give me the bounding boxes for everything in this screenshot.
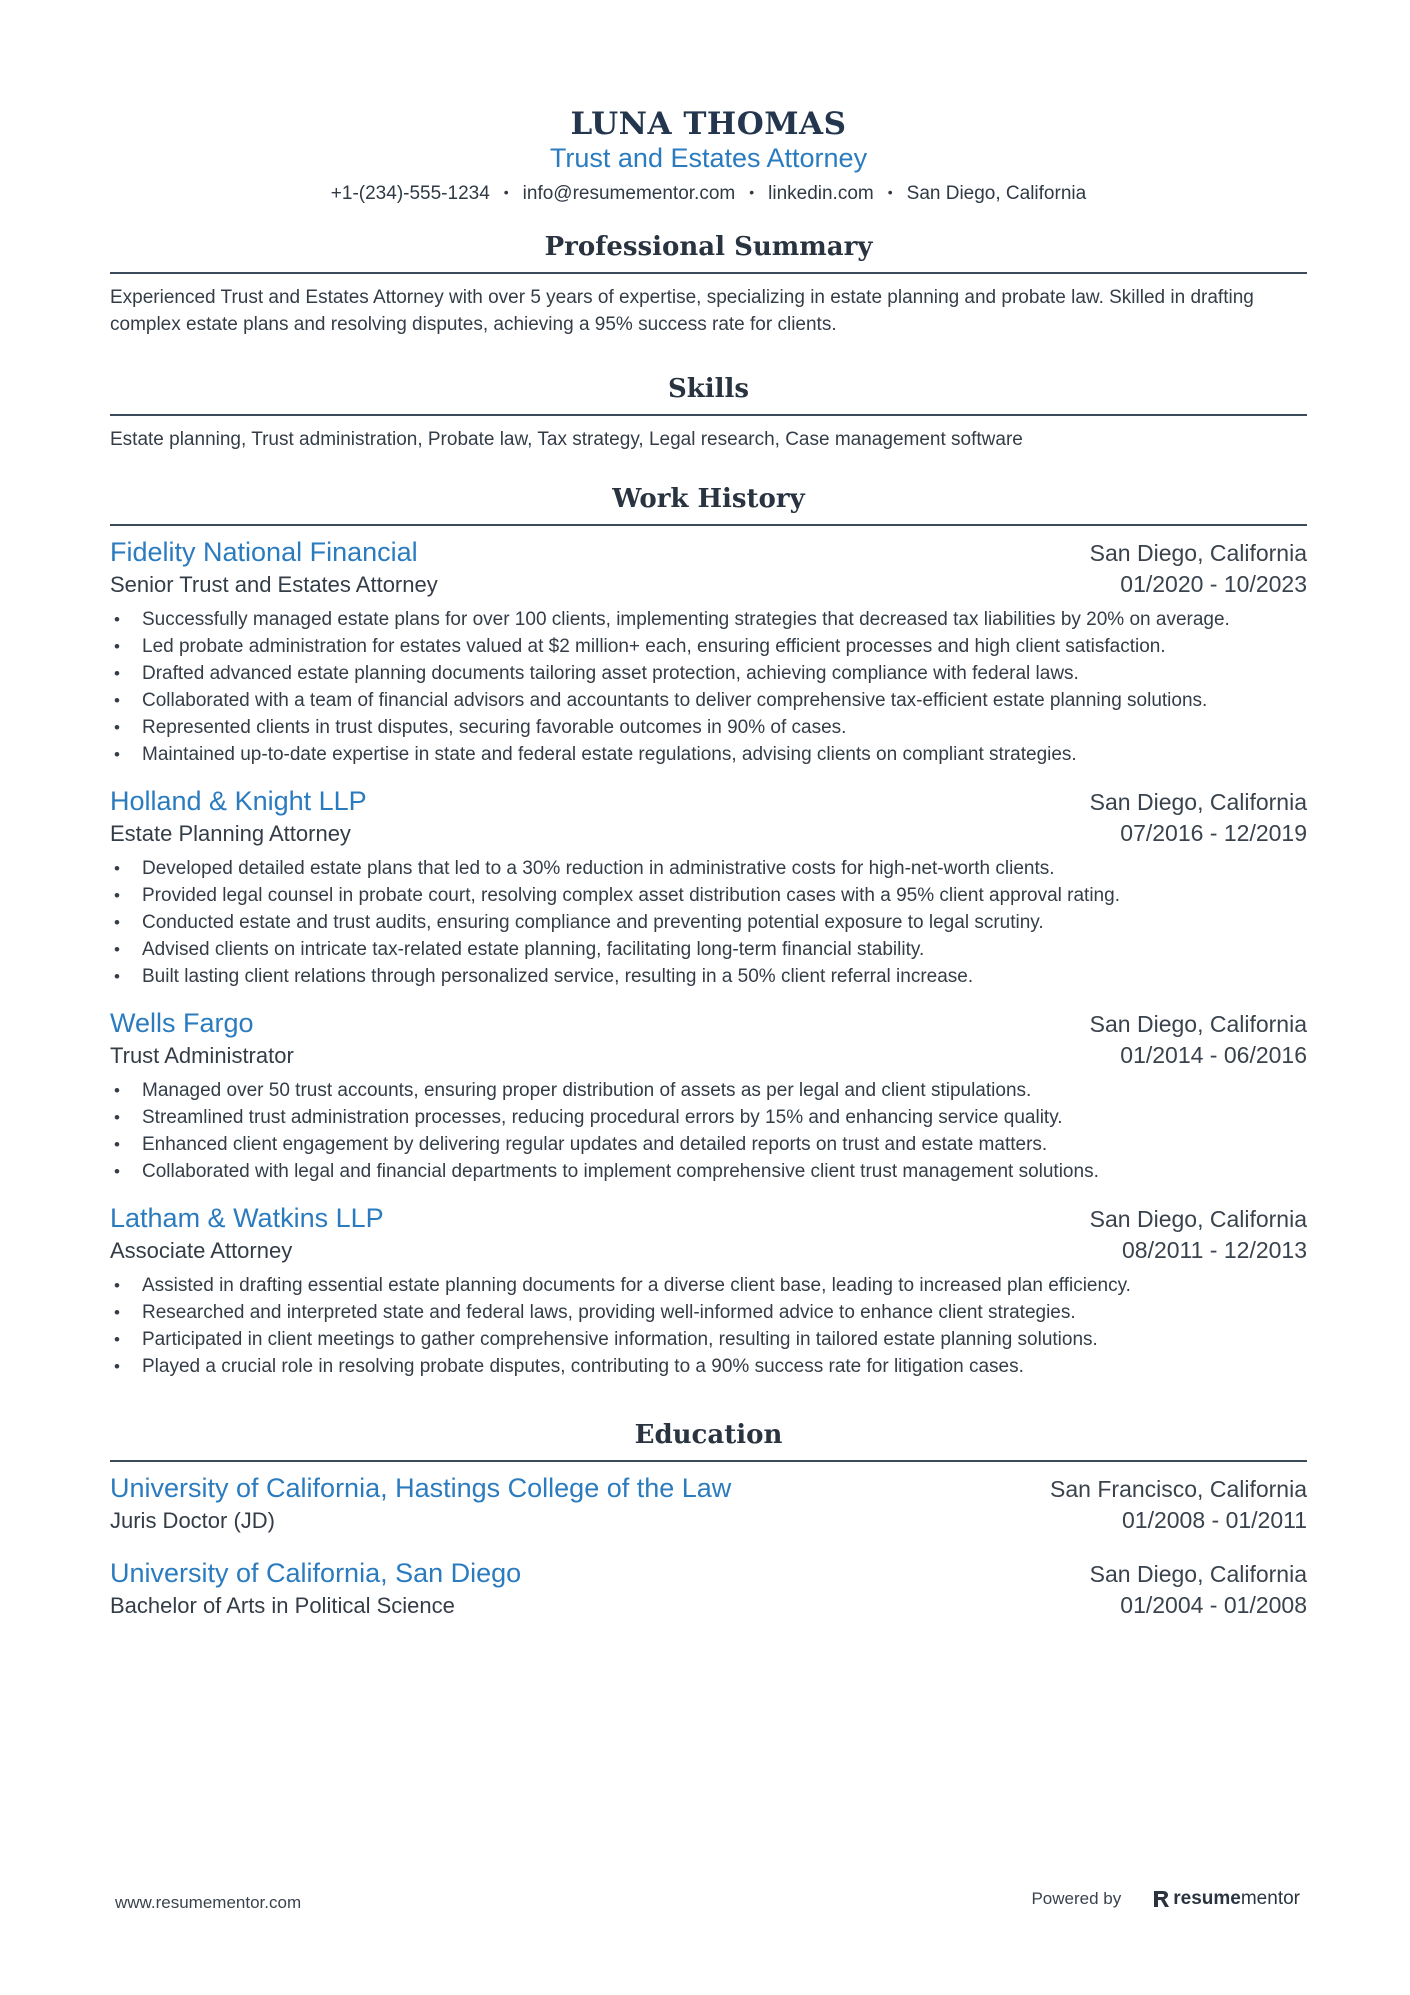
degree: Bachelor of Arts in Political Science bbox=[110, 1593, 455, 1618]
school-location: San Francisco, California bbox=[1050, 1476, 1307, 1502]
job-role: Trust Administrator bbox=[110, 1043, 294, 1068]
resumementor-logo-icon bbox=[1151, 1889, 1169, 1909]
job-location: San Diego, California bbox=[1089, 1011, 1307, 1037]
degree: Juris Doctor (JD) bbox=[110, 1508, 276, 1533]
job-bullets bbox=[110, 855, 1307, 990]
bullet-separator: • bbox=[887, 184, 893, 200]
list-item: • Provided legal counsel in probate court, resolving complex asset distribution cases with a 95% client approval rating. bbox=[110, 882, 1307, 909]
contact-location: San Diego, California bbox=[906, 183, 1087, 204]
contact-line bbox=[110, 178, 1307, 208]
job-role: Estate Planning Attorney bbox=[110, 821, 351, 846]
list-item: • Drafted advanced estate planning documents tailoring asset protection, achieving compliance with federal laws. bbox=[110, 660, 1307, 687]
powered-by-label: Powered by bbox=[1031, 1889, 1122, 1908]
job-role: Senior Trust and Estates Attorney bbox=[110, 572, 438, 597]
list-item: • Collaborated with legal and financial departments to implement comprehensive client trust management solutions. bbox=[110, 1158, 1307, 1185]
company-name: Wells Fargo bbox=[110, 1008, 254, 1038]
contact-email[interactable]: info@resumementor.com bbox=[522, 183, 736, 204]
job-entry bbox=[110, 535, 1307, 768]
skills-text: Estate planning, Trust administration, Probate law, Tax strategy, Legal research, Case management software bbox=[110, 429, 1023, 450]
list-item: • Collaborated with a team of financial advisors and accountants to deliver comprehensive tax-efficient estate planning solutions. bbox=[110, 687, 1307, 714]
contact-phone: +1-(234)-555-1234 bbox=[330, 183, 490, 204]
list-item: • Streamlined trust administration processes, reducing procedural errors by 15% and enhancing service quality. bbox=[110, 1104, 1307, 1131]
list-item: • Managed over 50 trust accounts, ensuring proper distribution of assets as per legal and client stipulations. bbox=[110, 1077, 1307, 1104]
bullet-separator: • bbox=[749, 184, 755, 200]
section-divider bbox=[110, 272, 1307, 274]
job-location: San Diego, California bbox=[1089, 540, 1307, 566]
list-item: • Assisted in drafting essential estate planning documents for a diverse client base, leading to increased plan efficiency. bbox=[110, 1272, 1307, 1299]
resume-content bbox=[110, 104, 1307, 1621]
education-section bbox=[110, 1418, 1307, 1621]
job-entry bbox=[110, 1006, 1307, 1185]
brand-light: mentor bbox=[1240, 1888, 1300, 1909]
education-dates: 01/2004 - 01/2008 bbox=[1120, 1592, 1307, 1618]
list-item: • Advised clients on intricate tax-related estate planning, facilitating long-term financial stability. bbox=[110, 936, 1307, 963]
brand-text bbox=[1173, 1888, 1300, 1910]
candidate-name: LUNA THOMAS bbox=[570, 106, 847, 142]
list-item: • Participated in client meetings to gather comprehensive information, resulting in tailored estate planning solutions. bbox=[110, 1326, 1307, 1353]
list-item: • Enhanced client engagement by delivering regular updates and detailed reports on trust and estate matters. bbox=[110, 1131, 1307, 1158]
section-divider bbox=[110, 414, 1307, 416]
school-name: University of California, San Diego bbox=[110, 1558, 522, 1588]
job-entry bbox=[110, 1201, 1307, 1380]
list-item: • Built lasting client relations through personalized service, resulting in a 50% client referral increase. bbox=[110, 963, 1307, 990]
footer-branding bbox=[1031, 1888, 1300, 1910]
brand-bold: resume bbox=[1173, 1888, 1241, 1909]
job-entry bbox=[110, 784, 1307, 990]
list-item: • Researched and interpreted state and federal laws, providing well-informed advice to enhance client strategies. bbox=[110, 1299, 1307, 1326]
summary-section bbox=[110, 230, 1307, 338]
education-dates: 01/2008 - 01/2011 bbox=[1121, 1507, 1307, 1533]
list-item: • Represented clients in trust disputes, securing favorable outcomes in 90% of cases. bbox=[110, 714, 1307, 741]
company-name: Fidelity National Financial bbox=[110, 537, 418, 567]
brand-logo[interactable] bbox=[1151, 1888, 1300, 1910]
section-heading: Professional Summary bbox=[544, 232, 873, 262]
job-dates: 01/2014 - 06/2016 bbox=[1120, 1042, 1307, 1068]
job-location: San Diego, California bbox=[1089, 789, 1307, 815]
section-divider bbox=[110, 1460, 1307, 1462]
candidate-title: Trust and Estates Attorney bbox=[549, 143, 868, 173]
list-item: • Played a crucial role in resolving probate disputes, contributing to a 90% success rate for litigation cases. bbox=[110, 1353, 1307, 1380]
work-section bbox=[110, 482, 1307, 1380]
job-location: San Diego, California bbox=[1089, 1206, 1307, 1232]
bullet-separator: • bbox=[503, 184, 509, 200]
job-bullets bbox=[110, 606, 1307, 768]
job-role: Associate Attorney bbox=[110, 1238, 293, 1263]
list-item: • Led probate administration for estates valued at $2 million+ each, ensuring efficient processes and high client satisfaction. bbox=[110, 633, 1307, 660]
job-bullets bbox=[110, 1272, 1307, 1380]
footer-website[interactable]: www.resumementor.com bbox=[115, 1893, 302, 1912]
summary-text: Experienced Trust and Estates Attorney with over 5 years of expertise, specializing in estate planning and probate law. Skilled in drafting complex estate plans and resolving disputes, achieving a 95% success rate for clients. bbox=[110, 287, 1254, 335]
job-dates: 01/2020 - 10/2023 bbox=[1120, 571, 1307, 597]
company-name: Latham & Watkins LLP bbox=[110, 1203, 384, 1233]
contact-linkedin[interactable]: linkedin.com bbox=[768, 183, 874, 204]
section-divider bbox=[110, 524, 1307, 526]
list-item: • Successfully managed estate plans for over 100 clients, implementing strategies that decreased tax liabilities by 20% on average. bbox=[110, 606, 1307, 633]
skills-section bbox=[110, 372, 1307, 453]
section-heading: Skills bbox=[667, 374, 750, 404]
school-name: University of California, Hastings College of the Law bbox=[110, 1473, 732, 1503]
job-dates: 07/2016 - 12/2019 bbox=[1120, 820, 1307, 846]
section-heading: Work History bbox=[612, 484, 805, 514]
section-heading: Education bbox=[634, 1420, 783, 1450]
school-location: San Diego, California bbox=[1089, 1561, 1307, 1587]
company-name: Holland & Knight LLP bbox=[110, 786, 367, 816]
education-entry bbox=[110, 1471, 1307, 1536]
list-item: • Conducted estate and trust audits, ensuring compliance and preventing potential exposure to legal scrutiny. bbox=[110, 909, 1307, 936]
list-item: • Developed detailed estate plans that led to a 30% reduction in administrative costs for high-net-worth clients. bbox=[110, 855, 1307, 882]
job-dates: 08/2011 - 12/2013 bbox=[1121, 1237, 1307, 1263]
education-entry bbox=[110, 1556, 1307, 1621]
job-bullets bbox=[110, 1077, 1307, 1185]
list-item: • Maintained up-to-date expertise in state and federal estate regulations, advising clients on compliant strategies. bbox=[110, 741, 1307, 768]
